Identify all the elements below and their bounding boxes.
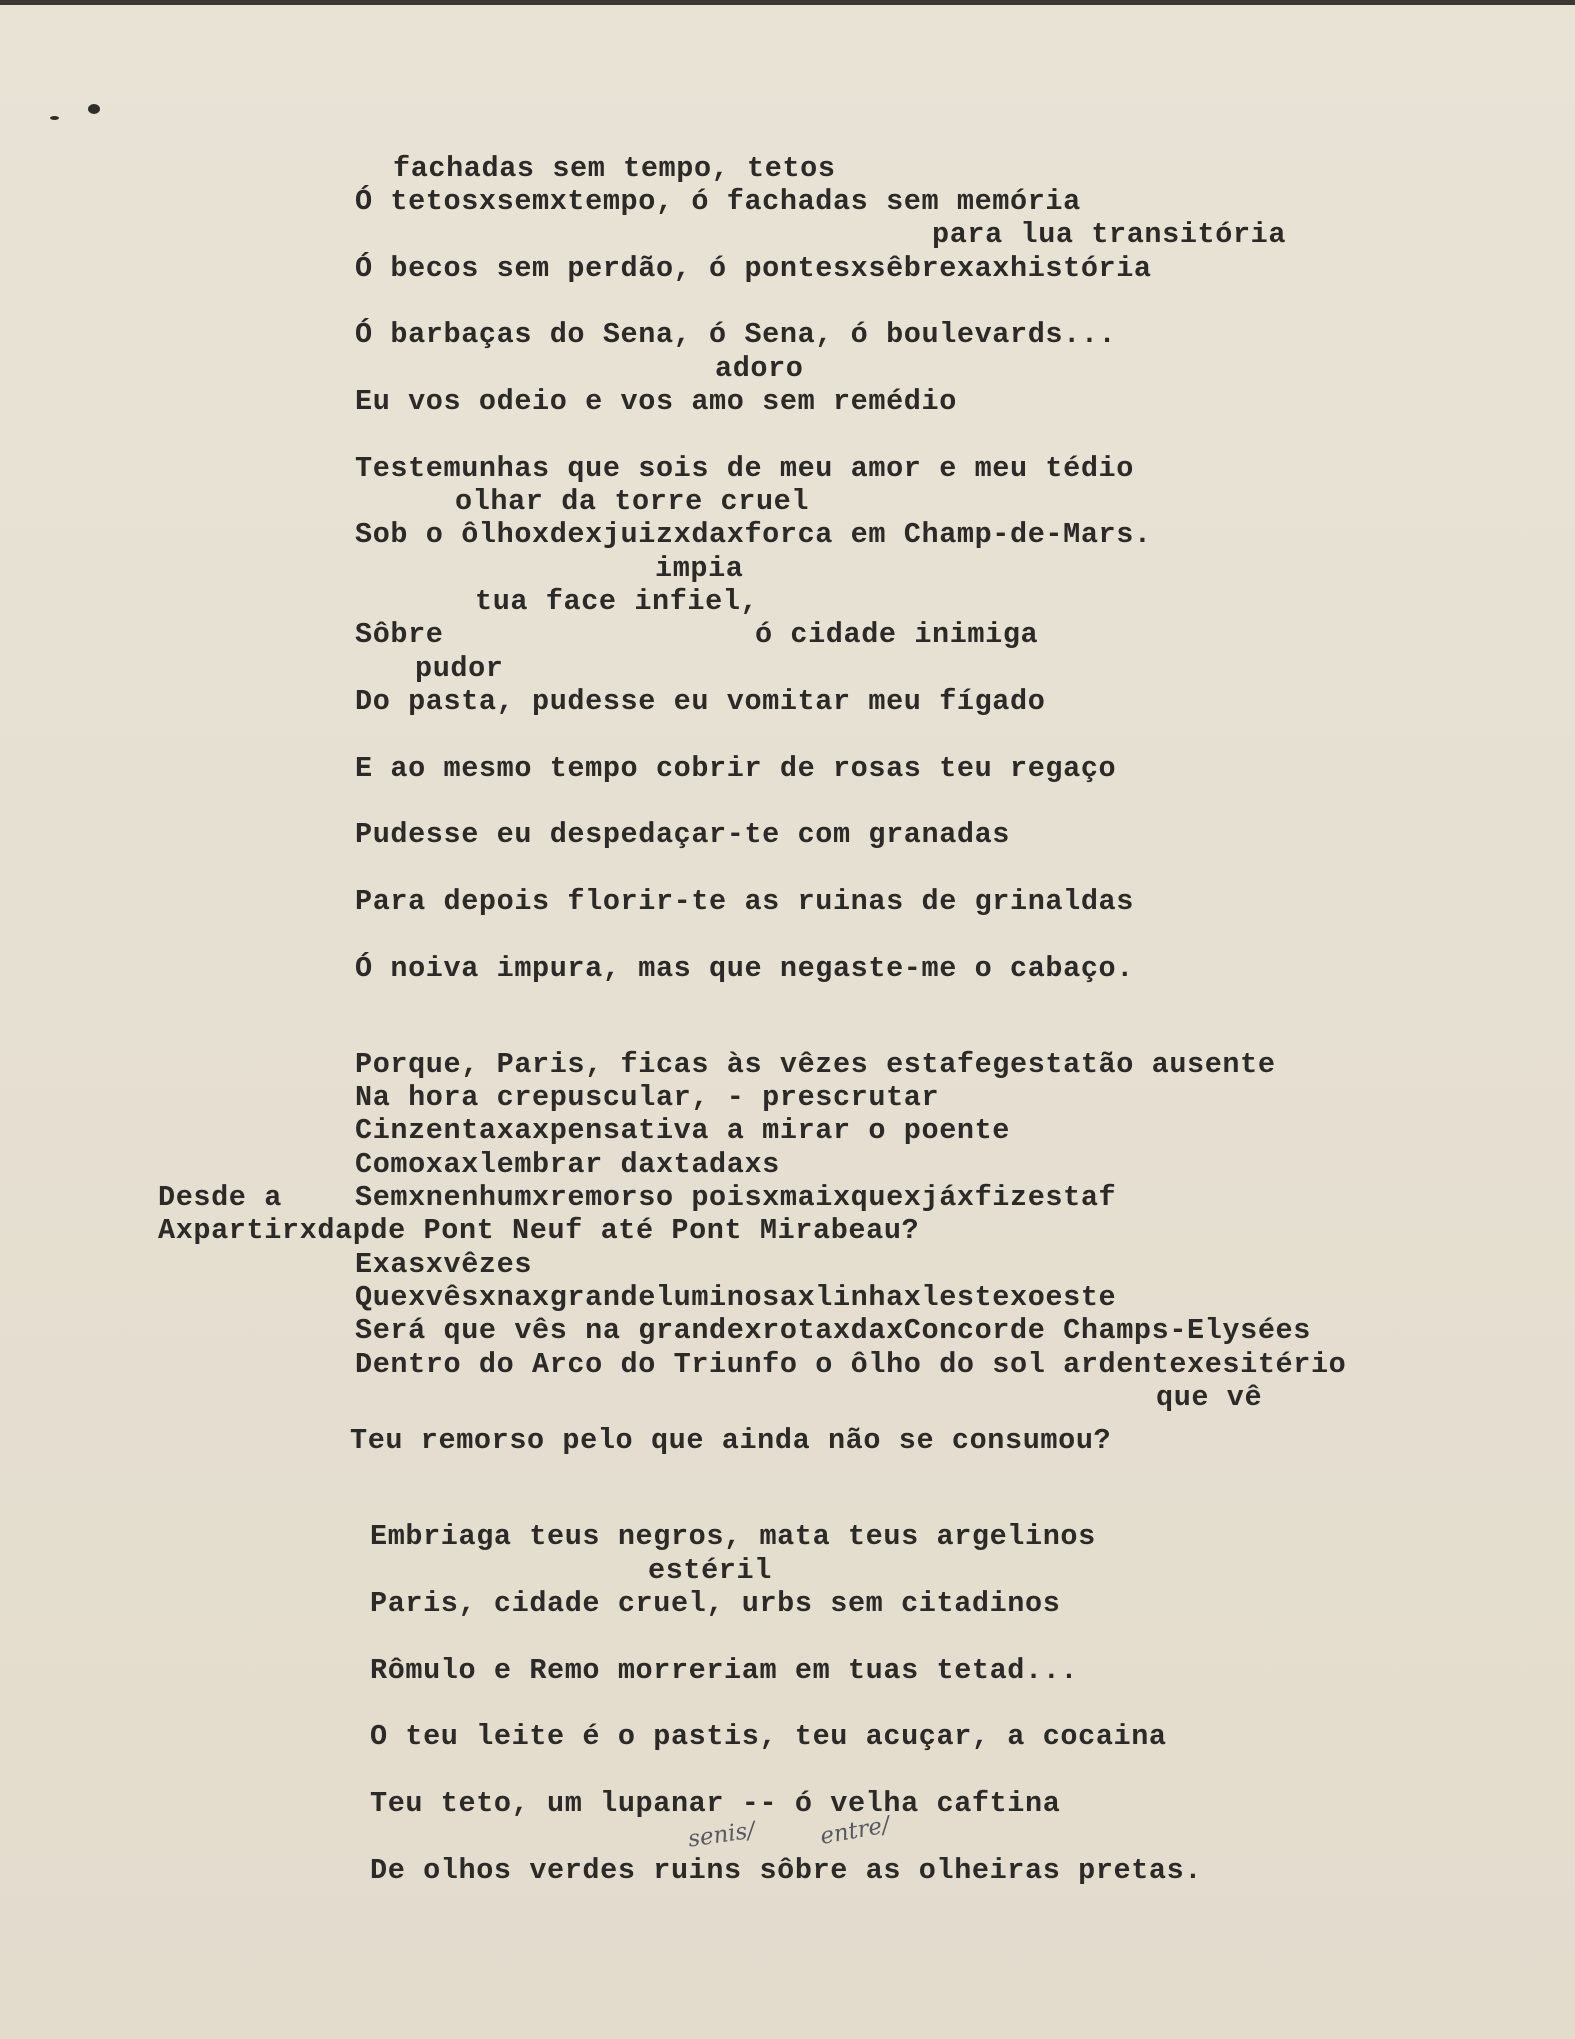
poem-line: Sob o ôlhoxdexjuizxdaxforca em Champ-de-Mars. — [355, 518, 1152, 551]
poem-line: Paris, cidade cruel, urbs sem citadinos — [370, 1587, 1061, 1620]
poem-line: impia — [655, 552, 744, 585]
poem-line: Teu remorso pelo que ainda não se consumou? — [350, 1424, 1112, 1457]
poem-line: Ó barbaças do Sena, ó Sena, ó boulevards... — [355, 318, 1117, 351]
page-top-edge — [0, 0, 1575, 5]
ink-mark — [50, 116, 59, 120]
poem-line: Do pasta, pudesse eu vomitar meu fígado — [355, 685, 1046, 718]
poem-line: pudor — [415, 652, 504, 685]
poem-line: Sôbre — [355, 618, 444, 651]
poem-line: ó cidade inimiga — [755, 618, 1039, 651]
margin-note: Desde a — [158, 1181, 282, 1214]
poem-line: Comoxaxlembrar daxtadaxs — [355, 1148, 780, 1181]
poem-line: Testemunhas que sois de meu amor e meu tédio — [355, 452, 1134, 485]
poem-line: Cinzentaxaxpensativa a mirar o poente — [355, 1114, 1011, 1147]
poem-line: que vê — [1156, 1381, 1263, 1414]
poem-line: O teu leite é o pastis, teu acuçar, a cocaina — [370, 1720, 1167, 1753]
poem-line: Rômulo e Remo morreriam em tuas tetad... — [370, 1654, 1079, 1687]
poem-line: estéril — [648, 1554, 772, 1587]
poem-line: tua face infiel, — [475, 585, 759, 618]
poem-line: Será que vês na grandexrotaxdaxConcorde Champs-Elysées — [355, 1314, 1311, 1347]
poem-line: Na hora crepuscular, - prescrutar — [355, 1081, 940, 1114]
poem-line: olhar da torre cruel — [455, 485, 810, 518]
poem-line: Quexvêsxnaxgrandeluminosaxlinhaxlestexoeste — [355, 1281, 1117, 1314]
poem-line: E ao mesmo tempo cobrir de rosas teu regaço — [355, 752, 1117, 785]
poem-line: Axpartirxdapde Pont Neuf até Pont Mirabeau? — [158, 1214, 920, 1247]
poem-line: De olhos verdes ruins sôbre as olheiras pretas. — [370, 1854, 1203, 1887]
poem-line: Ó becos sem perdão, ó pontesxsêbrexaxhistória — [355, 252, 1152, 285]
poem-line: Pudesse eu despedaçar-te com granadas — [355, 818, 1011, 851]
poem-line: Semxnenhumxremorso poisxmaixquexjáxfizestaf — [355, 1181, 1117, 1214]
poem-line: Para depois florir-te as ruinas de grinaldas — [355, 885, 1134, 918]
poem-line: Exasxvêzes — [355, 1248, 533, 1281]
poem-line: Eu vos odeio e vos amo sem remédio — [355, 385, 957, 418]
poem-line: adoro — [715, 352, 804, 385]
poem-line: Embriaga teus negros, mata teus argelinos — [370, 1520, 1096, 1553]
poem-line: Ó tetosxsemxtempo, ó fachadas sem memória — [355, 185, 1081, 218]
poem-line: Porque, Paris, ficas às vêzes estafegestatão ausente — [355, 1048, 1276, 1081]
poem-line: Dentro do Arco do Triunfo o ôlho do sol ardentexesitério — [355, 1348, 1347, 1381]
poem-line: fachadas sem tempo, tetos — [393, 152, 836, 185]
handwritten-annotation: senis/ — [686, 1817, 757, 1853]
poem-line: para lua transitória — [932, 218, 1287, 251]
poem-line: Ó noiva impura, mas que negaste-me o cabaço. — [355, 952, 1134, 985]
ink-mark — [88, 104, 100, 114]
poem-line: Teu teto, um lupanar -- ó velha caftina — [370, 1787, 1061, 1820]
handwritten-annotation: entre/ — [818, 1812, 892, 1850]
